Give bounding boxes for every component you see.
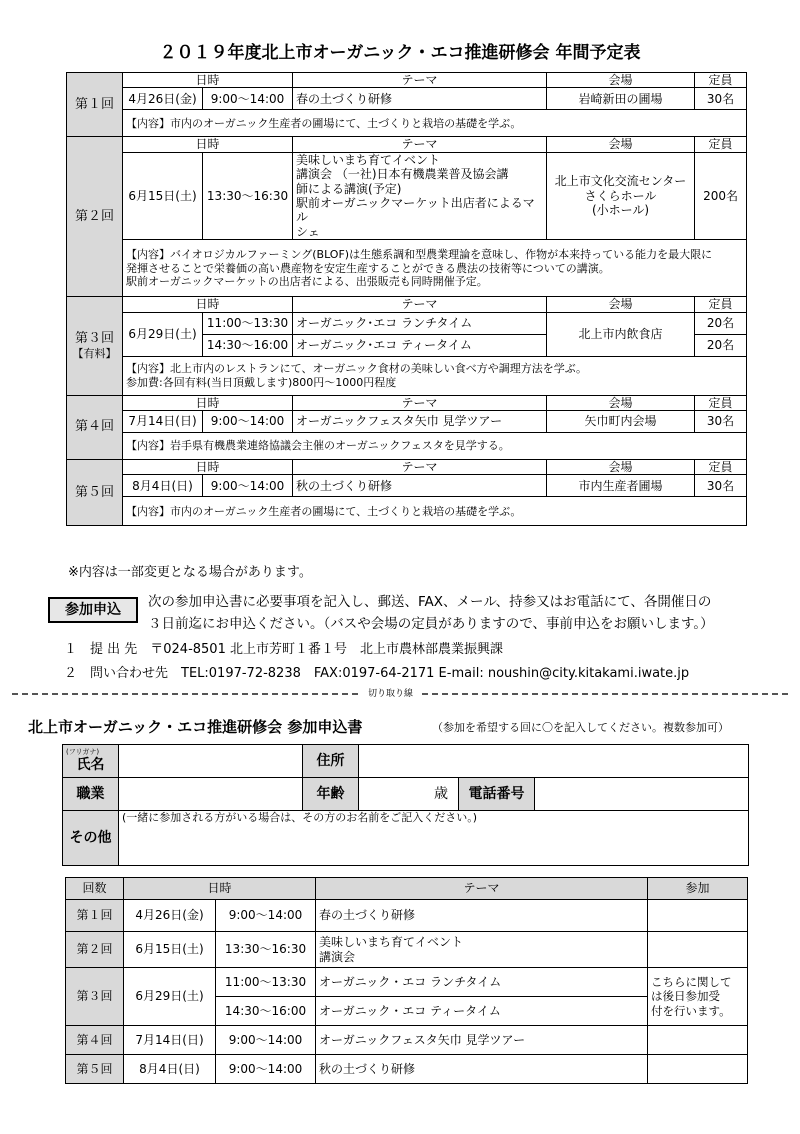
session-row [67, 475, 747, 497]
session-date: 4月26日(金) [123, 88, 203, 110]
session-row [67, 312, 747, 334]
session-row [67, 152, 747, 239]
entry-round: 第５回 [66, 1055, 124, 1084]
header-datetime: 日時 [123, 73, 293, 88]
entry-header-round: 回数 [66, 878, 124, 900]
header-capacity: 定員 [695, 395, 747, 410]
session-venue: 市内生産者圃場 [547, 475, 695, 497]
schedule-table [66, 72, 747, 526]
session-note: 【内容】岩手県有機農業連絡協議会主催のオーガニックフェスタを見学する。 [123, 432, 747, 459]
job-field[interactable] [119, 778, 303, 811]
theme-line: シェ [296, 224, 320, 239]
header-theme: テーマ [293, 137, 547, 152]
phone-label: 電話番号 [459, 778, 535, 811]
session-row [67, 410, 747, 432]
entry-time: 9:00～14:00 [216, 1026, 316, 1055]
age-field[interactable] [359, 778, 459, 811]
age-label: 年齢 [303, 778, 359, 811]
session-capacity: 30名 [695, 475, 747, 497]
session-theme: 秋の土づくり研修 [293, 475, 547, 497]
session-row [67, 88, 747, 110]
entry-header-row [66, 878, 748, 900]
name-label: 氏名 [76, 756, 105, 773]
entry-round: 第１回 [66, 900, 124, 932]
session-time: 9:00～14:00 [203, 475, 293, 497]
header-datetime: 日時 [123, 137, 293, 152]
entry-header-theme: テーマ [316, 878, 648, 900]
session-note-row [67, 240, 747, 297]
session-theme: 春の土づくり研修 [293, 88, 547, 110]
entry-date: 4月26日(金) [124, 900, 216, 932]
apply-instructions-line2: ３日前迄にお申込ください。（バスや会場の定員がありますので、事前申込をお願いします。） [148, 616, 714, 632]
session-time: 9:00～14:00 [203, 410, 293, 432]
note-line: 【内容】北上市内のレストランにて、オーガニック食材の美味しい食べ方や調理方法を学ぶ。 [126, 362, 588, 376]
entry-row [66, 968, 748, 997]
session-note: 【内容】市内のオーガニック生産者の圃場にて、土づくりと栽培の基礎を学ぶ。 [123, 110, 747, 137]
session-label-text: 第３回 [74, 331, 114, 347]
address-field[interactable] [359, 745, 749, 778]
session-label [67, 297, 123, 395]
entry-row [66, 900, 748, 932]
entry-time: 9:00～14:00 [216, 900, 316, 932]
note-line: 駅前オーガニックマーケットの出店者による、出張販売も同時開催予定。 [126, 274, 488, 288]
entry-theme: オーガニック・エコ ランチタイム [316, 968, 648, 997]
session-theme [293, 152, 547, 239]
address-label: 住所 [303, 745, 359, 778]
header-venue: 会場 [547, 459, 695, 474]
session-note-row [67, 110, 747, 137]
entry-round: 第３回 [66, 968, 124, 1026]
header-venue: 会場 [547, 395, 695, 410]
cut-line-label: 切り取り線 [362, 686, 419, 699]
furigana-label: (フリガナ) [66, 748, 100, 757]
phone-field[interactable] [535, 778, 749, 811]
note-line: 付を行います。 [651, 1003, 731, 1018]
schedule-header-row [67, 459, 747, 474]
name-label-cell [63, 745, 119, 778]
entry-date: 8月4日(日) [124, 1055, 216, 1084]
session-venue: 矢巾町内会場 [547, 410, 695, 432]
session-capacity: 30名 [695, 88, 747, 110]
session-note-row [67, 497, 747, 526]
note-line: は後日参加受 [651, 989, 721, 1004]
session-note [123, 240, 747, 297]
name-field[interactable] [119, 745, 303, 778]
session-date: 7月14日(日) [123, 410, 203, 432]
session-note [123, 356, 747, 395]
join-checkbox[interactable] [648, 900, 748, 932]
header-venue: 会場 [547, 73, 695, 88]
form-row [63, 811, 749, 866]
theme-line: 講演会 [319, 949, 356, 964]
header-datetime: 日時 [123, 297, 293, 312]
entry-row [66, 932, 748, 968]
theme-line: 美味しいまち育てイベント [319, 935, 464, 950]
entry-round: 第２回 [66, 932, 124, 968]
entry-header-datetime: 日時 [124, 878, 316, 900]
join-checkbox[interactable] [648, 932, 748, 968]
join-checkbox[interactable] [648, 1055, 748, 1084]
age-unit: 歳 [434, 785, 448, 802]
entry-row [66, 1055, 748, 1084]
theme-line: 美味しいまち育てイベント [296, 152, 441, 167]
entry-time: 13:30～16:30 [216, 932, 316, 968]
header-datetime: 日時 [123, 395, 293, 410]
venue-line: (小ホール) [591, 203, 650, 218]
session-capacity: 30名 [695, 410, 747, 432]
session-theme: オーガニックフェスタ矢巾 見学ツアー [293, 410, 547, 432]
theme-line: 師による講演(予定) [296, 181, 402, 196]
header-theme: テーマ [293, 459, 547, 474]
entry-theme [316, 932, 648, 968]
entry-date: 6月29日(土) [124, 968, 216, 1026]
session-time: 9:00～14:00 [203, 88, 293, 110]
entry-theme: 春の土づくり研修 [316, 900, 648, 932]
page-title: ２０１９年度北上市オーガニック・エコ推進研修会 年間予定表 [159, 43, 641, 63]
theme-line: 講演会 （一社)日本有機農業普及協会講 [296, 167, 509, 182]
session-time: 14:30～16:00 [203, 334, 293, 356]
session-venue: 北上市内飲食店 [547, 312, 695, 356]
session-time: 11:00～13:30 [203, 312, 293, 334]
header-capacity: 定員 [695, 137, 747, 152]
venue-line: さくらホール [584, 188, 657, 203]
header-datetime: 日時 [123, 459, 293, 474]
note-line: こちらに関して [651, 974, 732, 989]
entry-table [65, 877, 748, 1084]
apply-label: 参加申込 [48, 597, 138, 623]
join-checkbox[interactable] [648, 1026, 748, 1055]
session-theme: オーガニック･エコ ティータイム [293, 334, 547, 356]
header-venue: 会場 [547, 137, 695, 152]
schedule-header-row [67, 73, 747, 88]
header-capacity: 定員 [695, 297, 747, 312]
session-venue [547, 152, 695, 239]
note-line: 【内容】バイオロジカルファーミング(BLOF)は生態系調和型農業理論を意味し、作物が本来持っている能力を最大限に [126, 248, 713, 262]
job-label: 職業 [63, 778, 119, 811]
submit-address: １ 提 出 先 〒024-8501 北上市芳町１番１号 北上市農林部農業振興課 [64, 642, 503, 657]
header-theme: テーマ [293, 297, 547, 312]
form-title: 北上市オーガニック・エコ推進研修会 参加申込書 [28, 718, 363, 736]
paid-tag: 【有料】 [72, 347, 117, 361]
header-capacity: 定員 [695, 73, 747, 88]
schedule-header-row [67, 297, 747, 312]
schedule-header-row [67, 137, 747, 152]
entry-round: 第４回 [66, 1026, 124, 1055]
header-theme: テーマ [293, 73, 547, 88]
entry-date: 7月14日(日) [124, 1026, 216, 1055]
session-note-row [67, 432, 747, 459]
session-time: 13:30～16:30 [203, 152, 293, 239]
apply-instructions-line1: 次の参加申込書に必要事項を記入し、郵送、FAX、メール、持参又はお電話にて、各開催日の [148, 594, 712, 610]
session-date: 8月4日(日) [123, 475, 203, 497]
entry-header-join: 参加 [648, 878, 748, 900]
contact-info: ２ 問い合わせ先 TEL:0197-72-8238 FAX:0197-64-2171 E-mail: noushin@city.kitakami.iwate.jp [64, 666, 690, 681]
session-date: 6月29日(土) [123, 312, 203, 356]
session-capacity: 20名 [695, 312, 747, 334]
entry-theme: 秋の土づくり研修 [316, 1055, 648, 1084]
schedule-header-row [67, 395, 747, 410]
session-label: 第１回 [67, 73, 123, 137]
entry-row [66, 1026, 748, 1055]
application-form [62, 744, 749, 866]
join-note [648, 968, 748, 1026]
entry-theme: オーガニック・エコ ティータイム [316, 997, 648, 1026]
session-label: 第４回 [67, 395, 123, 459]
session-capacity: 20名 [695, 334, 747, 356]
session-note: 【内容】市内のオーガニック生産者の圃場にて、土づくりと栽培の基礎を学ぶ。 [123, 497, 747, 526]
session-theme: オーガニック･エコ ランチタイム [293, 312, 547, 334]
header-venue: 会場 [547, 297, 695, 312]
entry-time: 14:30～16:00 [216, 997, 316, 1026]
session-label: 第５回 [67, 459, 123, 525]
form-row [63, 745, 749, 778]
form-row [63, 778, 749, 811]
session-capacity: 200名 [695, 152, 747, 239]
session-note-row [67, 356, 747, 395]
session-label: 第２回 [67, 137, 123, 297]
other-label: その他 [63, 811, 119, 866]
disclaimer: ※内容は一部変更となる場合があります。 [68, 565, 312, 580]
other-field[interactable] [119, 811, 749, 866]
note-line: 発揮させることで栄養価の高い農産物を安定生産することができる農法の技術等についての講演。 [126, 261, 610, 275]
session-date: 6月15日(土) [123, 152, 203, 239]
header-capacity: 定員 [695, 459, 747, 474]
entry-time: 11:00～13:30 [216, 968, 316, 997]
entry-theme: オーガニックフェスタ矢巾 見学ツアー [316, 1026, 648, 1055]
note-line: 参加費:各回有料(当日頂戴します)800円～1000円程度 [126, 375, 397, 389]
entry-time: 9:00～14:00 [216, 1055, 316, 1084]
venue-line: 北上市文化交流センター [554, 174, 687, 189]
session-venue: 岩崎新田の圃場 [547, 88, 695, 110]
form-note: （参加を希望する回に〇を記入してください。複数参加可） [432, 721, 729, 734]
other-note: (一緒に参加される方がいる場合は、その方のお名前をご記入ください。) [122, 811, 478, 824]
theme-line: 駅前オーガニックマーケット出店者によるマル [296, 195, 535, 225]
entry-date: 6月15日(土) [124, 932, 216, 968]
header-theme: テーマ [293, 395, 547, 410]
